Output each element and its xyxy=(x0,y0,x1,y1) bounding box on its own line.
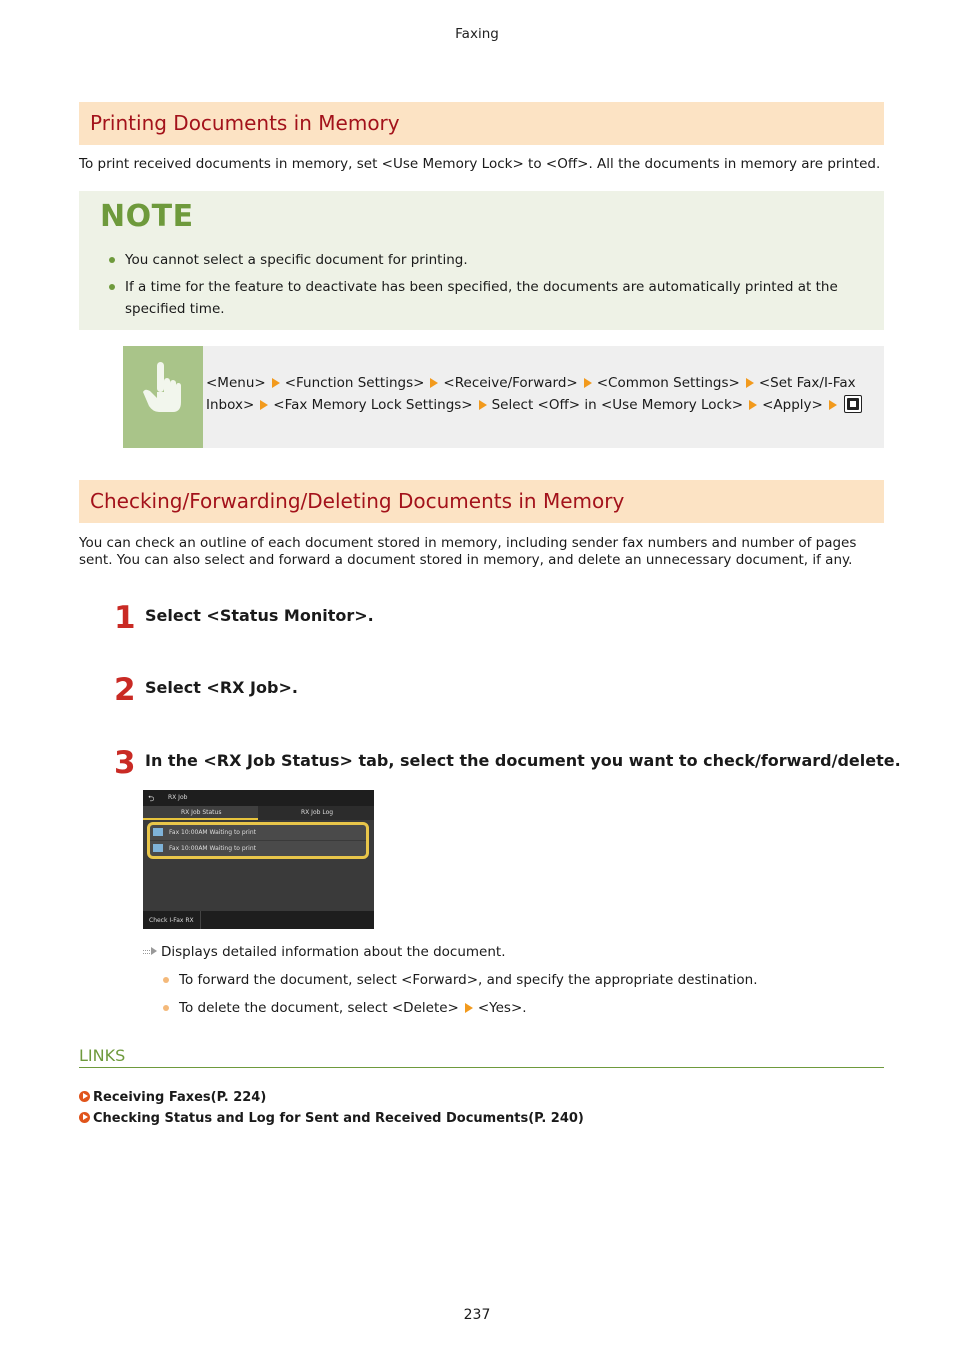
menu-step: <Function Settings> xyxy=(284,375,425,391)
result-arrow-icon xyxy=(143,947,157,955)
note-item: You cannot select a specific document for printing. xyxy=(79,249,859,271)
page-header: Faxing xyxy=(455,26,499,42)
arrow-right-icon xyxy=(584,378,592,388)
tab-rx-job-status[interactable]: RX Job Status xyxy=(143,806,258,820)
arrow-right-icon xyxy=(260,400,268,410)
section-heading-checking xyxy=(79,480,884,523)
note-title: NOTE xyxy=(100,199,194,234)
menu-step: <Set Fax/I-Fax Inbox> xyxy=(206,375,856,413)
menu-step: Select <Off> in <Use Memory Lock> xyxy=(491,397,744,413)
menu-step: <Fax Memory Lock Settings> xyxy=(273,397,473,413)
arrow-right-icon xyxy=(430,378,438,388)
section-title: Printing Documents in Memory xyxy=(90,111,400,135)
section-title: Checking/Forwarding/Deleting Documents in Memory xyxy=(90,489,625,513)
menu-step: <Receive/Forward> xyxy=(443,375,578,391)
links-heading: LINKS xyxy=(79,1046,884,1068)
link-arrow-icon xyxy=(79,1091,90,1102)
link-arrow-icon xyxy=(79,1112,90,1123)
note-box xyxy=(79,191,884,330)
job-row[interactable]: Fax 10:00AM Waiting to print xyxy=(149,841,368,856)
note-item: If a time for the feature to deactivate has been specified, the documents are automatically printed at the specified time. xyxy=(79,276,859,320)
sub-bullet: To forward the document, select <Forward>, and specify the appropriate destination. xyxy=(163,970,758,990)
arrow-right-icon xyxy=(272,378,280,388)
pointing-hand-icon xyxy=(123,346,203,448)
screen-footer: Check I-Fax RX xyxy=(143,911,374,929)
arrow-right-icon xyxy=(746,378,754,388)
section-heading-printing xyxy=(79,102,884,145)
page-number: 237 xyxy=(463,1307,491,1323)
tab-rx-job-log[interactable]: RX Job Log xyxy=(301,809,334,816)
screen-tabs xyxy=(143,806,374,820)
step-number: 3 xyxy=(114,745,136,781)
rx-job-screen xyxy=(143,790,374,929)
step-text: Select <RX Job>. xyxy=(145,678,298,697)
arrow-right-icon xyxy=(829,400,837,410)
menu-step: <Common Settings> xyxy=(596,375,740,391)
screen-titlebar xyxy=(143,790,374,806)
arrow-right-icon xyxy=(465,1003,473,1013)
note-list xyxy=(79,249,859,325)
arrow-right-icon xyxy=(749,400,757,410)
step-text: Select <Status Monitor>. xyxy=(145,606,374,625)
screen-title: RX Job xyxy=(168,794,188,801)
home-icon xyxy=(844,395,862,413)
arrow-right-icon xyxy=(479,400,487,410)
selection-highlight xyxy=(147,822,369,859)
back-icon[interactable]: ⮌ xyxy=(148,794,155,803)
menu-step: <Apply> xyxy=(762,397,823,413)
job-row[interactable]: Fax 10:00AM Waiting to print xyxy=(149,825,368,840)
step-result: Displays detailed information about the document. xyxy=(143,942,506,962)
link-receiving-faxes[interactable]: Receiving Faxes(P. 224) xyxy=(79,1089,266,1106)
step-number: 1 xyxy=(114,600,136,636)
operation-path xyxy=(206,372,876,416)
section-intro: You can check an outline of each document stored in memory, including sender fax numbers and number of pages sent. You can also select and forward a document stored in memory, and delete an unnecessary document, if any. xyxy=(79,535,857,568)
step-text: In the <RX Job Status> tab, select the document you want to check/forward/delete. xyxy=(145,751,901,770)
step-number: 2 xyxy=(114,672,136,708)
operation-box xyxy=(123,346,884,448)
sub-bullet: To delete the document, select <Delete> <Yes>. xyxy=(163,998,527,1018)
link-checking-status[interactable]: Checking Status and Log for Sent and Received Documents(P. 240) xyxy=(79,1110,584,1127)
menu-step: <Menu> xyxy=(206,375,266,391)
section-intro: To print received documents in memory, set <Use Memory Lock> to <Off>. All the documents in memory are printed. xyxy=(79,156,881,172)
